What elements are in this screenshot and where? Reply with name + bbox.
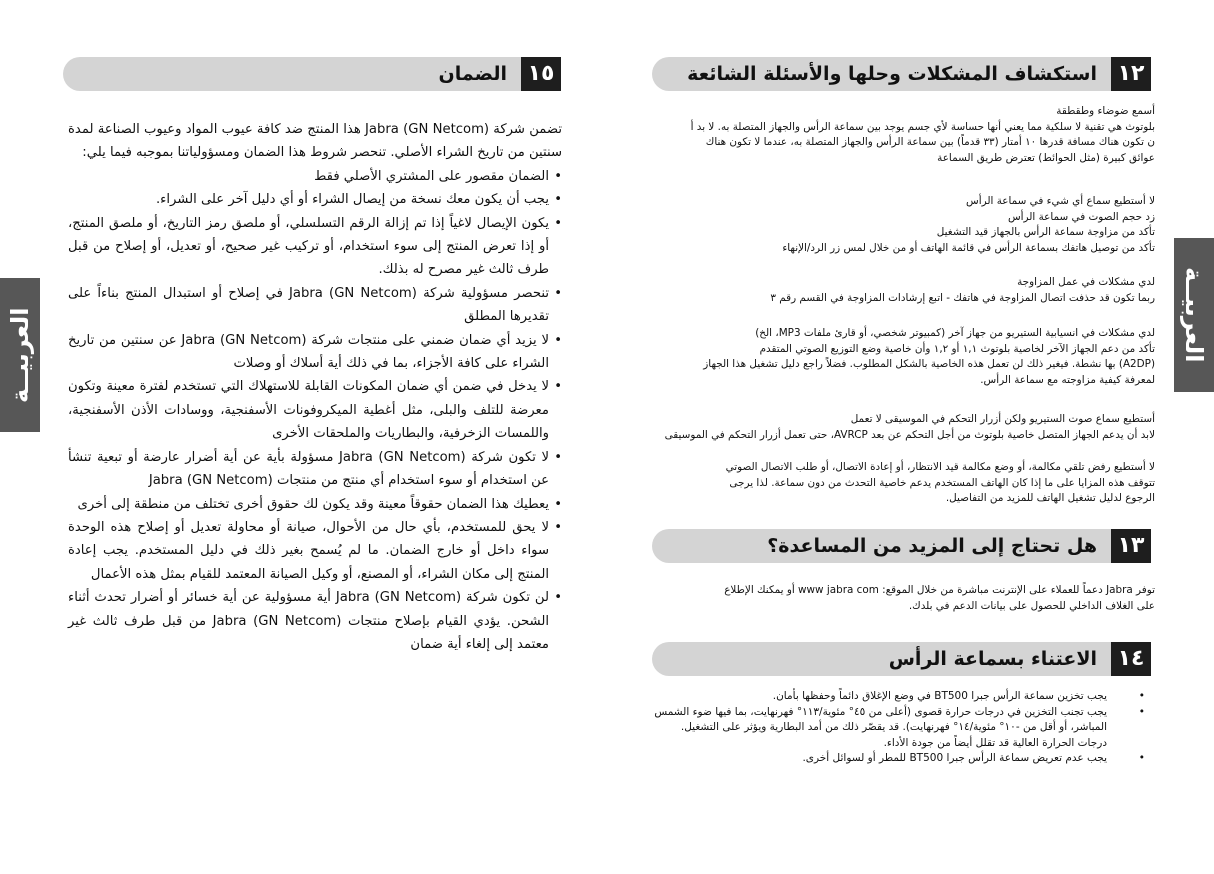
right-page — [607, 0, 1214, 874]
warranty-bullet: • الضمان مقصور على المشتري الأصلي فقط — [68, 165, 562, 188]
faq-answer: تأكد من مزاوجة سماعة الرأس بالجهاز قيد التشغيل — [936, 226, 1155, 238]
section-15-title: الضمان — [438, 63, 507, 85]
section-15-header — [63, 57, 561, 91]
faq-question: لا أستطيع سماع أي شيء في سماعة الرأس — [966, 195, 1155, 207]
faq-question: لا أستطيع رفض تلقي مكالمة، أو وضع مكالمة قيد الانتظار، أو إعادة الاتصال، أو طلب الاتصال الصوتي — [725, 461, 1155, 473]
support-line: توفر Jabra دعماً للعملاء على الإنترنت مباشرة من خلال الموقع: www jabra com أو يمكنك الإطلاع — [724, 584, 1155, 596]
section-13-title: هل تحتاج إلى المزيد من المساعدة؟ — [767, 535, 1097, 557]
support-line: على الغلاف الداخلي للحصول على بيانات الدعم في بلدك. — [908, 599, 1155, 612]
faq-question: لدي مشكلات في عمل المزاوجة — [1017, 276, 1155, 288]
section-13-header — [652, 529, 1151, 563]
faq-answer: بلوتوث هي تقنية لا سلكية مما يعني أنها حساسة لأي جسم يوجد بين سماعة الرأس والجهاز المتصلة به. لا بد أ — [690, 120, 1155, 133]
support-text — [652, 583, 1155, 614]
warranty-bullet: • لا تكون شركة Jabra (GN Netcom) مسؤولة بأية عن أية أضرار عارضة أو تبعية تنشأ عن استخدام أو سوء استخدام أي منتج من منتجات Jabra (GN Netcom) — [68, 446, 562, 493]
faq-answer: (A2DP) بها نشطة. فيغير ذلك لن تعمل هذه الخاصية بالشكل المطلوب. فضلاً راجع دليل تشغيل هذا الجهاز — [703, 358, 1155, 370]
faq-block — [652, 275, 1155, 306]
faq-block — [652, 412, 1155, 443]
section-13-number: ١٣ — [1111, 529, 1151, 563]
language-tab: العربيــة — [1174, 238, 1214, 392]
faq-block — [652, 104, 1155, 166]
faq-answer: لابد أن يدعم الجهاز المتصل خاصية بلوتوث من أجل التحكم عن بعد AVRCP، حتى تعمل أزرار التحكم في الموسيقى — [664, 428, 1155, 441]
warranty-bullet: • تنحصر مسؤولية شركة Jabra (GN Netcom) في إصلاح أو استبدال المنتج بناءاً على تقديرها المطلق — [68, 282, 562, 329]
faq-block — [652, 326, 1155, 388]
warranty-bullet: • لن تكون شركة Jabra (GN Netcom) أية مسؤولية عن أية خسائر أو أضرار تحدث أثناء الشحن. يؤدي القيام بإصلاح منتجات Jabra (GN Netcom) من قبل طرف ثالث غير معتمد إلى إلغاء أية ضمان — [68, 586, 562, 656]
warranty-bullet: • لا يدخل في ضمن أي ضمان المكونات القابلة للاستهلاك التي تستخدم لفترة معينة وتكون معرضة للتلف والبلى، مثل أغطية الميكروفونات الأسفنجية، ووسادات الأذن الأسفنجية، واللمسات الزخرفية، والبطاريات والملحقات الأخرى — [68, 375, 562, 445]
section-14-number: ١٤ — [1111, 642, 1151, 676]
faq-answer: زد حجم الصوت في سماعة الرأس — [1007, 210, 1155, 223]
section-14-title: الاعتناء بسماعة الرأس — [888, 648, 1097, 670]
warranty-intro: تضمن شركة Jabra (GN Netcom) هذا المنتج ضد كافة عيوب المواد وعيوب الصناعة لمدة سنتين من تاريخ الشراء الأصلي. تنحصر شروط هذا الضمان ومسؤولياتنا بموجبه فيما يلي: — [68, 122, 562, 161]
warranty-bullet: • يعطيك هذا الضمان حقوقاً معينة وقد يكون لك حقوق أخرى تختلف من منطقة إلى أخرى — [68, 493, 562, 516]
faq-answer: عوائق كبيرة (مثل الحوائط) تعترض طريق السماعة — [937, 151, 1155, 164]
faq-question: أسمع ضوضاء وطقطقة — [1056, 105, 1155, 117]
faq-question: أستطيع سماع صوت الستيريو ولكن أزرار التحكم في الموسيقى لا تعمل — [850, 413, 1155, 425]
faq-answer: ن تكون هناك مسافة قدرها ١٠ أمتار (٣٣ قدماً) بين سماعة الرأس والجهاز المتصلة به، عندما لا تكون هناك — [705, 136, 1155, 148]
faq-answer: تأكد من دعم الجهاز الآخر لخاصية بلوتوث ١,١ أو ١,٢ وأن خاصية وضع التوزيع الصوتي المتقدم — [759, 342, 1155, 355]
care-list — [652, 689, 1155, 767]
warranty-bullet: • لا يحق للمستخدم، بأي حال من الأحوال، صيانة أو محاولة تعديل أو إصلاح هذه الوحدة سواء داخل أو خارج الضمان. ما لم يُسمح بغير ذلك في دليل المستخدم. يجب إعادة المنتج إلى مكان الشراء، أو المصنع، أو وكيل الصيانة المعتمد للقيام بمثل هذه الأعمال — [68, 516, 562, 586]
language-tab: العربيــة — [0, 278, 40, 432]
faq-answer: تأكد من توصيل هاتفك بسماعة الرأس في قائمة الهاتف أو من خلال لمس زر الرد/الإنهاء — [782, 241, 1155, 254]
warranty-bullet: • يجب أن يكون معك نسخة من إيصال الشراء أو أي دليل آخر على الشراء. — [68, 188, 562, 211]
care-bullet: • يجب عدم تعريض سماعة الرأس جبرا BT500 للمطر أو لسوائل أخرى. — [652, 751, 1155, 767]
faq-answer: لمعرفة كيفية مزاوجته مع سماعة الرأس. — [980, 373, 1155, 386]
faq-answer: الرجوع لدليل تشغيل الهاتف للمزيد من التفاصيل. — [945, 492, 1155, 504]
faq-answer: ربما تكون قد حذفت اتصال المزاوجة في هاتفك - اتبع إرشادات المزاوجة في القسم رقم ٣ — [770, 291, 1155, 304]
section-12-header — [652, 57, 1151, 91]
warranty-bullet: • لا يزيد أي ضمان ضمني على منتجات شركة Jabra (GN Netcom) عن سنتين من تاريخ الشراء على كافة الأجزاء، بما في ذلك أية أسلاك أو وصلات — [68, 329, 562, 376]
section-12-number: ١٢ — [1111, 57, 1151, 91]
section-15-number: ١٥ — [521, 57, 561, 91]
care-bullet: • يجب تخزين سماعة الرأس جبرا BT500 في وضع الإغلاق دائماً وحفظها بأمان. — [652, 689, 1155, 705]
section-12-title: استكشاف المشكلات وحلها والأسئلة الشائعة — [687, 63, 1097, 85]
section-14-header — [652, 642, 1151, 676]
warranty-bullet: • يكون الإيصال لاغياً إذا تم إزالة الرقم التسلسلي، أو ملصق رمز التاريخ، أو ملصق المنتج، أو إذا تعرض المنتج إلى سوء استخدام، أو تركيب غير صحيح، أو تعديل، أو إصلاح من قبل طرف ثالث غير مصرح له بذلك. — [68, 212, 562, 282]
care-bullet: • يجب تجنب التخزين في درجات حرارة قصوى (أعلى من ٤٥° مئوية/١١٣° فهرنهايت، بما فيها ضوء الشمس المباشر، أو أقل من -١٠° مئوية/١٤° فهرنهايت). قد يقصّر ذلك من أمد البطارية ويؤثر على التشغيل. درجات الحرارة العالية قد تقلل أيضاً من جودة الأداء. — [652, 705, 1155, 752]
faq-block — [652, 194, 1155, 256]
faq-block — [652, 460, 1155, 507]
faq-answer: تتوقف هذه المزايا على ما إذا كان الهاتف المستخدم يدعم خاصية التحدث من دون سماعة. لذا يرجى — [729, 476, 1155, 489]
warranty-text — [68, 118, 562, 656]
faq-question: لدي مشكلات في انسيابية الستيريو من جهاز آخر (كمبيوتر شخصي، أو قارئ ملفات MP3، الخ) — [755, 327, 1155, 339]
